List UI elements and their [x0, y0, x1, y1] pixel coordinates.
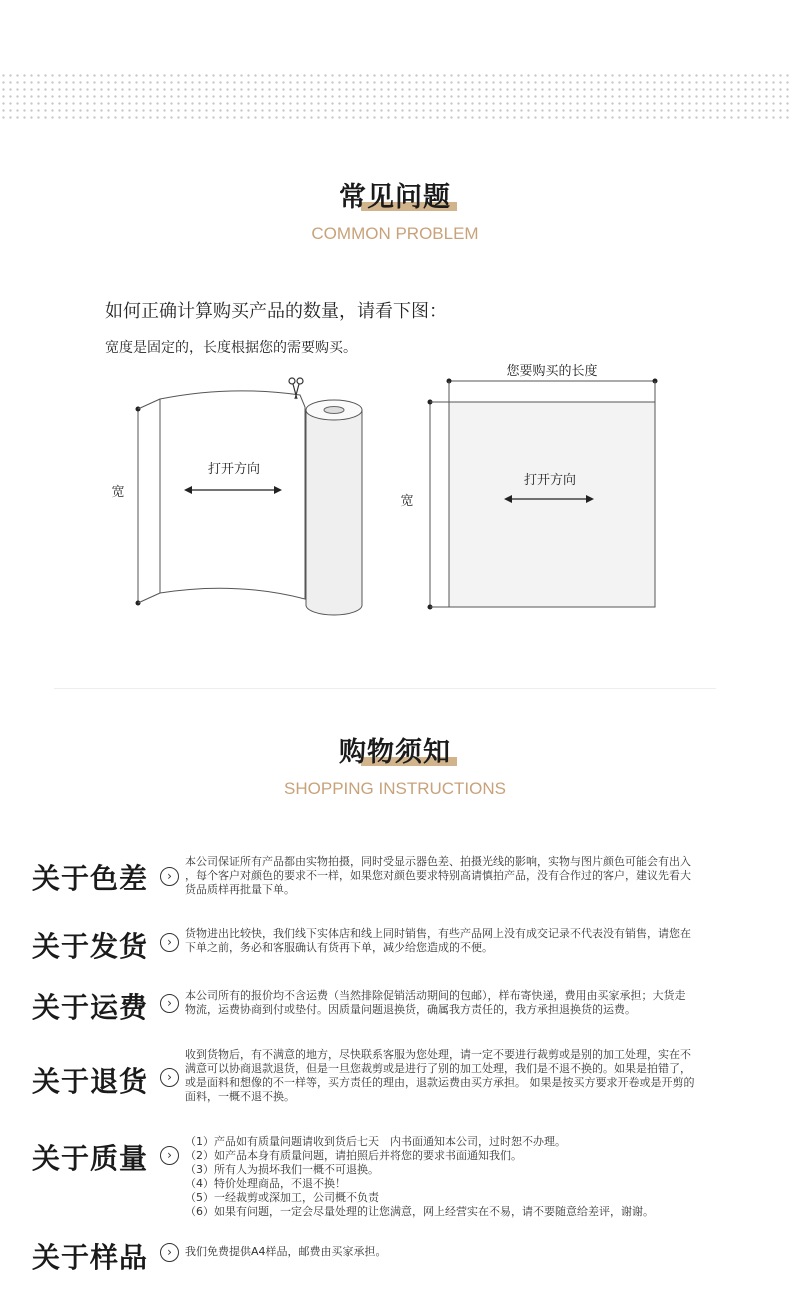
dot-pattern-banner — [0, 72, 790, 122]
info-item-title: 关于质量 — [32, 1142, 149, 1175]
shopping-subtitle: SHOPPING INSTRUCTIONS — [284, 779, 506, 798]
faq-intro-question: 如何正确计算购买产品的数量，请看下图： — [105, 301, 447, 322]
desc-line: 物流，运费协商到付或垫付。因质量问题退换货，确属我方责任的，我方承担退换货的运费。 — [185, 1003, 636, 1016]
desc-line: （5）一经裁剪或深加工，公司概不负责 — [185, 1191, 379, 1204]
info-item-returns — [32, 1048, 752, 1108]
right-direction-label: 打开方向 — [523, 473, 577, 488]
info-item-desc — [185, 1048, 740, 1104]
info-item-desc — [185, 855, 740, 897]
info-item-desc — [185, 989, 740, 1017]
info-item-quality — [32, 1135, 752, 1225]
info-item-desc — [185, 1245, 740, 1259]
chevron-right-icon: › — [160, 933, 179, 952]
right-length-label: 您要购买的长度 — [506, 364, 598, 379]
chevron-right-icon: › — [160, 1068, 179, 1087]
desc-line: 面料，一概不退不换。 — [185, 1090, 295, 1103]
desc-line: 货物进出比较快，我们线下实体店和线上同时销售，有些产品网上没有成交记录不代表没有销售，请您在 — [185, 927, 691, 940]
fabric-roll-illustration — [136, 378, 363, 615]
chevron-right-icon: › — [160, 1146, 179, 1165]
chevron-right-icon: › — [160, 1243, 179, 1262]
fabric-measure-diagram — [0, 355, 790, 625]
desc-line: （1）产品如有质量问题请收到货后七天 内书面通知本公司，过时恕不办理。 — [185, 1135, 566, 1148]
desc-line: 满意可以协商退款退货，但是一旦您裁剪或是进行了别的加工处理，我们是不退不换的。如果是拍错了， — [185, 1062, 691, 1075]
desc-line: 下单之前，务必和客服确认有货再下单，减少给您造成的不便。 — [185, 941, 493, 954]
faq-section-header — [0, 175, 790, 244]
desc-line: （2）如产品本身有质量问题，请拍照后并将您的要求书面通知我们。 — [185, 1149, 522, 1162]
shopping-section-header — [0, 730, 790, 799]
info-item-freight — [32, 986, 752, 1026]
desc-line: 本公司保证所有产品都由实物拍摄，同时受显示器色差、拍摄光线的影响，实物与图片颜色可能会有出入 — [185, 855, 691, 868]
desc-line: 货品质样再批量下单。 — [185, 883, 295, 896]
faq-title: 常见问题 — [339, 175, 451, 214]
desc-line: 或是面料和想像的不一样等，买方责任的理由，退款运费由买方承担。 如果是按买方要求开卷或是开剪的 — [185, 1076, 695, 1089]
info-item-title: 关于退货 — [32, 1065, 149, 1098]
info-item-shipping — [32, 925, 752, 965]
desc-line: 我们免费提供A4样品，邮费由买家承担。 — [185, 1245, 387, 1258]
faq-intro-note: 宽度是固定的，长度根据您的需要购买。 — [105, 340, 357, 356]
info-item-samples — [32, 1236, 752, 1272]
desc-line: ，每个客户对颜色的要求不一样，如果您对颜色要求特别高请慎拍产品，没有合作过的客户，建议先看大 — [185, 869, 691, 882]
left-direction-label: 打开方向 — [207, 462, 261, 477]
faq-subtitle: COMMON PROBLEM — [311, 224, 479, 243]
shopping-title: 购物须知 — [339, 730, 451, 769]
right-width-label: 宽 — [400, 494, 414, 509]
left-width-label: 宽 — [111, 485, 125, 500]
desc-line: （6）如果有问题，一定会尽量处理的让您满意，网上经营实在不易，请不要随意给差评，谢谢。 — [185, 1205, 654, 1218]
info-item-desc — [185, 1135, 740, 1219]
flat-fabric-illustration — [428, 379, 658, 610]
desc-line: 本公司所有的报价均不含运费（当然排除促销活动期间的包邮），样布寄快递，费用由买家承担；大货走 — [185, 989, 686, 1002]
desc-line: 收到货物后，有不满意的地方，尽快联系客服为您处理，请一定不要进行裁剪或是别的加工处理，实在不 — [185, 1048, 691, 1061]
desc-line: （3）所有人为损坏我们一概不可退换。 — [185, 1163, 379, 1176]
desc-line: （4）特价处理商品，不退不换！ — [185, 1177, 346, 1190]
info-item-title: 关于色差 — [32, 862, 149, 895]
info-item-title: 关于运费 — [32, 991, 149, 1024]
info-item-desc — [185, 927, 740, 955]
info-item-color — [32, 855, 752, 903]
chevron-right-icon: › — [160, 994, 179, 1013]
chevron-right-icon: › — [160, 867, 179, 886]
info-item-title: 关于发货 — [32, 930, 149, 963]
info-item-title: 关于样品 — [32, 1241, 149, 1274]
section-divider — [54, 688, 716, 689]
